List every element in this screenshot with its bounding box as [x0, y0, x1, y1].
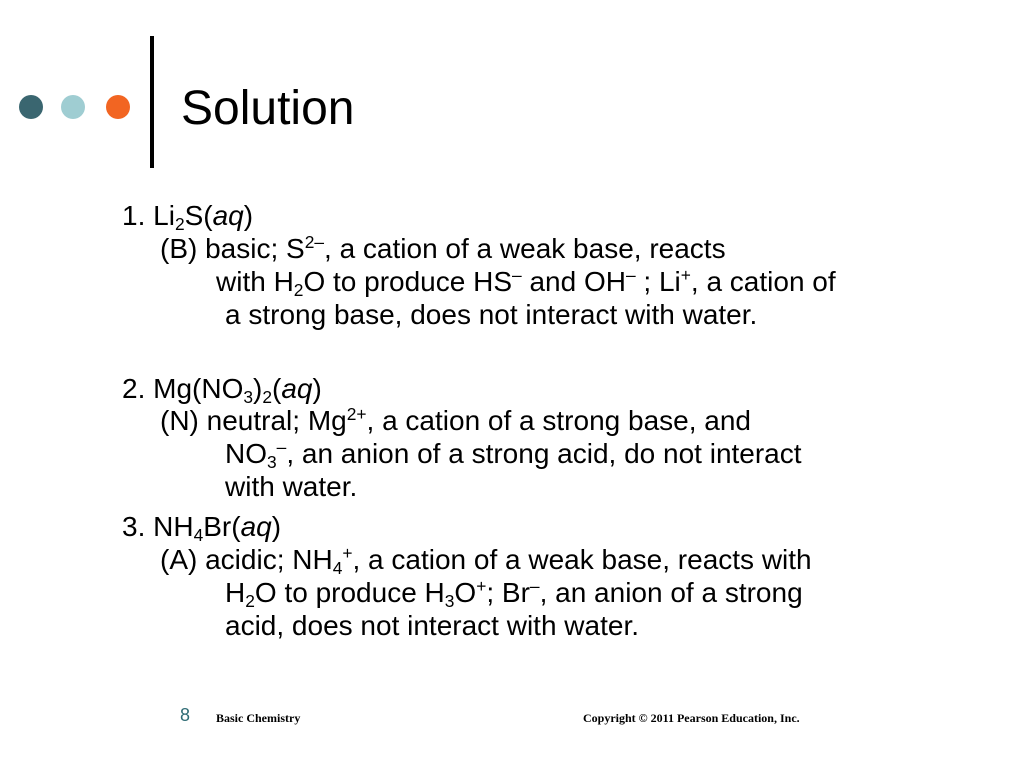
item-2-line-2: $NO_3^-$, an anion of a strong acid, do not interact	[225, 437, 802, 472]
page-number: 8	[180, 705, 191, 725]
item-3-line-2: $H_2O$ to produce $H_3O^+$; Br–, an anion of a strong	[225, 576, 803, 611]
item-3-line-3: acid, does not interact with water.	[225, 610, 639, 641]
decorative-dot-light	[61, 95, 85, 119]
item-3-line-1: (A) acidic; $NH_4^+$, a cation of a weak base, reacts with	[160, 543, 812, 578]
slide-title: Solution	[181, 82, 355, 135]
item-2-line-1: (N) neutral; $Mg^{2+}$, a cation of a strong base, and	[160, 404, 751, 436]
decorative-dot-accent	[106, 95, 130, 119]
item-1-line-2: with $H_2O$ to produce HS– and OH– ; Li+, a cation of	[216, 265, 836, 300]
footer-course-title: Basic Chemistry	[216, 711, 301, 725]
item-3-heading: 3. $NH_4Br(aq)$	[122, 511, 282, 545]
decorative-dot-dark	[19, 95, 43, 119]
title-divider	[150, 36, 154, 168]
item-1-line-3: a strong base, does not interact with water.	[225, 299, 758, 330]
item-1-heading: 1. $Li_2S(aq)$	[122, 200, 254, 234]
item-2-line-3: with water.	[225, 471, 358, 502]
item-1-line-1: (B) basic; $S^{2-}$, a cation of a weak base, reacts	[160, 232, 726, 264]
footer-copyright: Copyright © 2011 Pearson Education, Inc.	[583, 711, 800, 725]
item-2-heading: 2. $Mg(NO_3)_2(aq)$	[122, 373, 322, 407]
